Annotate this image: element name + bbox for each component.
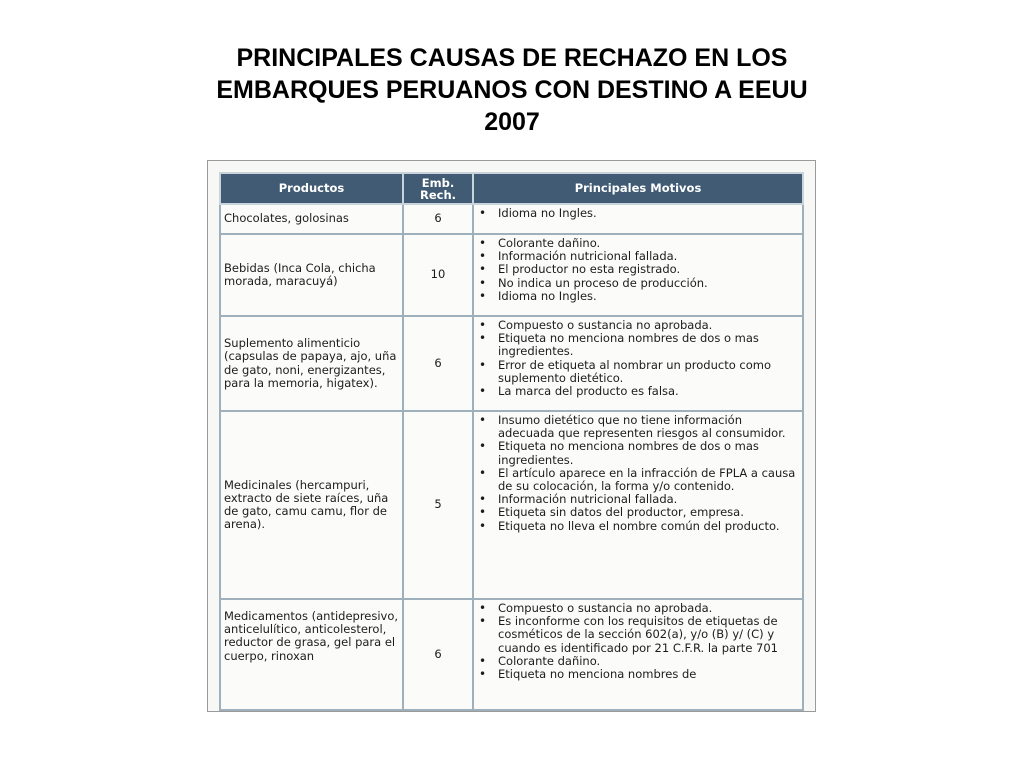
reason-item: • Etiqueta no menciona nombres de dos o mas ingredientes. [478, 332, 798, 358]
header-emb-line-1: Emb. [421, 175, 455, 190]
reason-item: • Etiqueta sin datos del productor, empresa. [478, 506, 798, 519]
reasons-cell [473, 316, 803, 411]
reason-item: • Información nutricional fallada. [478, 493, 798, 506]
rejection-causes-table [219, 172, 804, 711]
count-cell: 10 [403, 234, 473, 316]
count-cell: 6 [403, 599, 473, 710]
reasons-cell [473, 411, 803, 599]
count-cell: 6 [403, 204, 473, 234]
scanned-table-image [207, 160, 816, 712]
table-row [220, 234, 803, 316]
reason-item: • Compuesto o sustancia no aprobada. [478, 319, 798, 332]
header-emb-line-2: Rech. [419, 187, 457, 202]
header-products: Productos [220, 173, 403, 204]
table-row [220, 204, 803, 234]
reason-item: • Idioma no Ingles. [478, 290, 798, 303]
reason-item: • El productor no esta registrado. [478, 263, 798, 276]
reason-item: • Es inconforme con los requisitos de etiquetas de cosméticos de la sección 602(a), y/o (B) y/ (C) y cuando es identificado por 21 C.F.R. la parte 701 [478, 615, 798, 655]
reason-item: • Idioma no Ingles. [478, 207, 798, 220]
count-cell: 6 [403, 316, 473, 411]
reason-item: • La marca del producto es falsa. [478, 385, 798, 398]
reason-item: • No indica un proceso de producción. [478, 277, 798, 290]
title-line-2: EMBARQUES PERUANOS CON DESTINO A EEUU [216, 76, 808, 104]
reason-item: • Etiqueta no menciona nombres de [478, 668, 798, 681]
reason-item: • Insumo dietético que no tiene información adecuada que representen riesgos al consumidor. [478, 414, 798, 440]
title-line-3: 2007 [484, 108, 540, 136]
reason-item: • El artículo aparece en la infracción de FPLA a causa de su colocación, la forma y/o contenido. [478, 467, 798, 493]
table-row [220, 411, 803, 599]
reason-item: • Etiqueta no menciona nombres de dos o mas ingredientes. [478, 440, 798, 466]
reason-item: • Información nutricional fallada. [478, 250, 798, 263]
product-cell: Medicamentos (antidepresivo, anticelulítico, anticolesterol, reductor de grasa, gel para el cuerpo, rinoxan [220, 599, 403, 710]
reason-item: • Colorante dañino. [478, 237, 798, 250]
product-cell: Suplemento alimenticio (capsulas de papaya, ajo, uña de gato, noni, energizantes, para la memoria, higatex). [220, 316, 403, 411]
table-row [220, 599, 803, 710]
page-title [100, 42, 924, 138]
product-cell: Medicinales (hercampuri, extracto de siete raíces, uña de gato, camu camu, flor de arena). [220, 411, 403, 599]
header-reasons: Principales Motivos [473, 173, 803, 204]
product-cell: Bebidas (Inca Cola, chicha morada, maracuyá) [220, 234, 403, 316]
header-emb-rech [403, 173, 473, 204]
title-line-1: PRINCIPALES CAUSAS DE RECHAZO EN LOS [236, 44, 788, 72]
reason-item: • Colorante dañino. [478, 655, 798, 668]
reasons-cell [473, 599, 803, 710]
table-row [220, 316, 803, 411]
reasons-clip [478, 602, 798, 709]
reason-item: • Compuesto o sustancia no aprobada. [478, 602, 798, 615]
reason-item: • Error de etiqueta al nombrar un producto como suplemento dietético. [478, 359, 798, 385]
reason-item: • Etiqueta no lleva el nombre común del producto. [478, 520, 798, 533]
table-header-row [220, 173, 803, 204]
product-cell: Chocolates, golosinas [220, 204, 403, 234]
reasons-cell [473, 204, 803, 234]
count-cell: 5 [403, 411, 473, 599]
reasons-cell [473, 234, 803, 316]
